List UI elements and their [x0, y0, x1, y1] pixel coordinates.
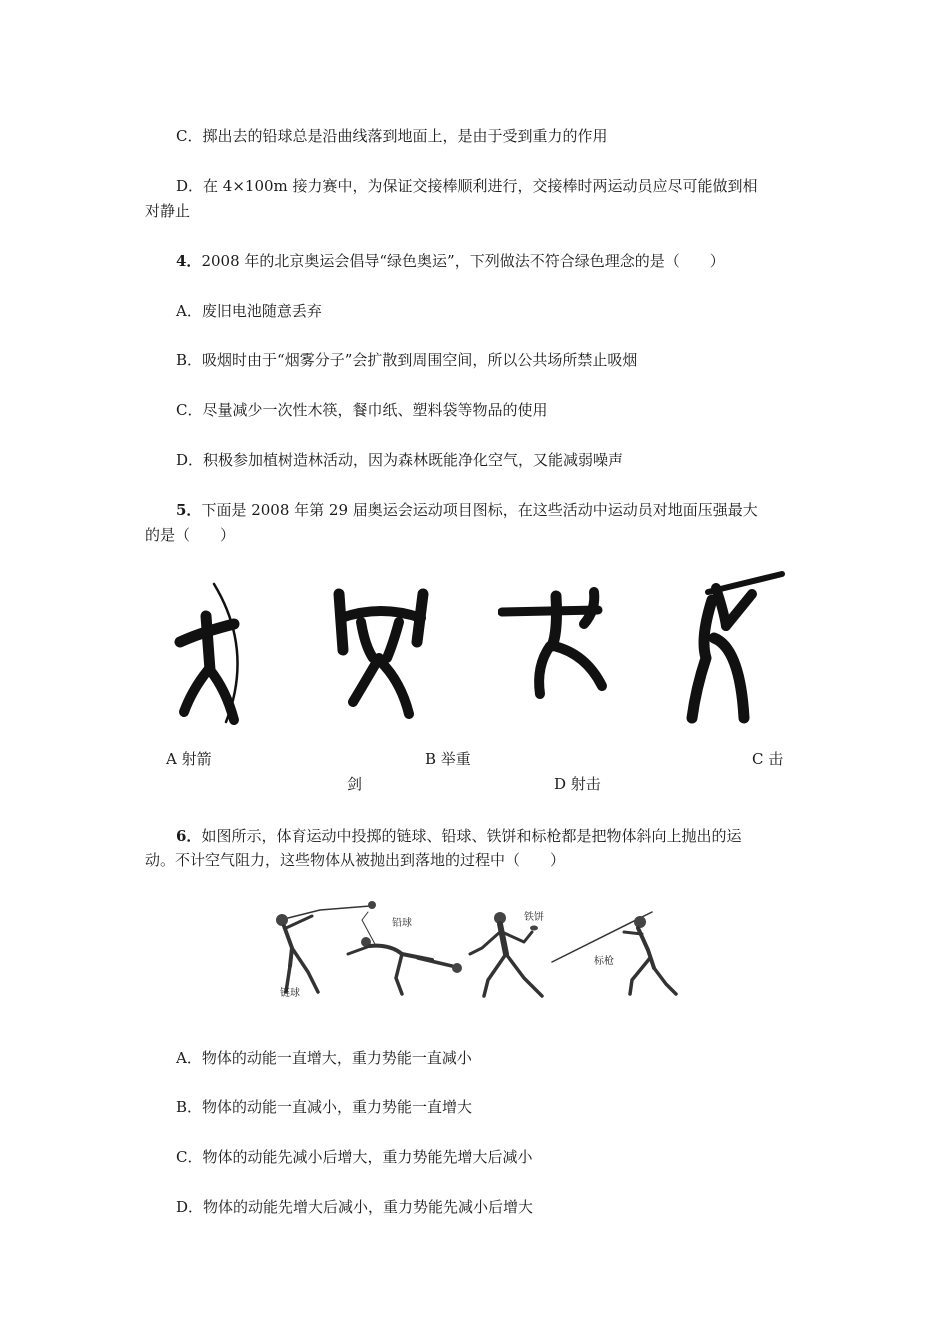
q6-option-b: B．物体的动能一直减小，重力势能一直增大	[176, 1098, 473, 1116]
archery-pictogram	[168, 572, 258, 732]
pictogram-caption-c: C 击	[752, 750, 784, 768]
q6-option-a: A．物体的动能一直增大，重力势能一直减小	[176, 1049, 472, 1067]
q4-option-a: A．废旧电池随意丢弃	[176, 302, 322, 320]
q4-number: 4．	[176, 252, 202, 270]
q4-option-b: B．吸烟时由于“烟雾分子”会扩散到周围空间，所以公共场所禁止吸烟	[176, 351, 638, 369]
q5-stem-text: 下面是 2008 年第 29 届奥运会运动项目图标，在这些活动中运动员对地面压强最大	[201, 501, 758, 519]
weightlifting-pictogram	[325, 582, 435, 727]
q3-option-d-line1: D．在 4×100m 接力赛中，为保证交接棒顺利进行，交接棒时两运动员应尽可能做到相	[176, 177, 758, 195]
shooting-pictogram	[678, 568, 788, 728]
q3-option-d-line2: 对静止	[145, 202, 191, 220]
q5-stem-line2: 的是（ ）	[145, 526, 236, 544]
throwing-sports-figure	[262, 888, 690, 1006]
q6-option-d: D．物体的动能先增大后减小，重力势能先减小后增大	[176, 1198, 534, 1216]
q6-stem-line1	[176, 826, 741, 846]
q5-number: 5．	[176, 501, 202, 519]
q5-stem-line1	[176, 500, 758, 520]
javelin-thrower-figure	[552, 912, 676, 994]
pictogram-caption-d: D 射击	[554, 775, 601, 793]
hammer-thrower-figure	[276, 901, 376, 992]
q6-stem-line2: 动。不计空气阻力，这些物体从被抛出到落地的过程中（ ）	[145, 851, 566, 869]
label-shot: 铅球	[392, 918, 412, 929]
label-hammer: 链球	[280, 988, 300, 999]
q6-stem-text: 如图所示，体育运动中投掷的链球、铅球、铁饼和标枪都是把物体斜向上抛出的运	[201, 827, 742, 845]
pictogram-caption-a: A 射箭	[166, 750, 212, 768]
pictogram-caption-b: B 举重	[425, 750, 471, 768]
q6-number: 6．	[176, 827, 202, 845]
q4-option-d: D．积极参加植树造林活动，因为森林既能净化空气，又能减弱噪声	[176, 451, 624, 469]
discus-thrower-figure	[470, 912, 542, 996]
pictogram-caption-c-continued: 剑	[347, 775, 363, 793]
q4-stem	[176, 251, 725, 271]
q4-option-c: C．尽量减少一次性木筷，餐巾纸、塑料袋等物品的使用	[176, 401, 548, 419]
q3-option-c: C．掷出去的铅球总是沿曲线落到地面上，是由于受到重力的作用	[176, 127, 608, 145]
fencing-pictogram	[498, 582, 613, 707]
label-discus: 铁饼	[524, 912, 544, 923]
label-javelin: 标枪	[594, 956, 614, 967]
q4-stem-text: 2008 年的北京奥运会倡导“绿色奥运”，下列做法不符合绿色理念的是（ ）	[201, 252, 725, 270]
q6-option-c: C．物体的动能先减小后增大，重力势能先增大后减小	[176, 1148, 533, 1166]
